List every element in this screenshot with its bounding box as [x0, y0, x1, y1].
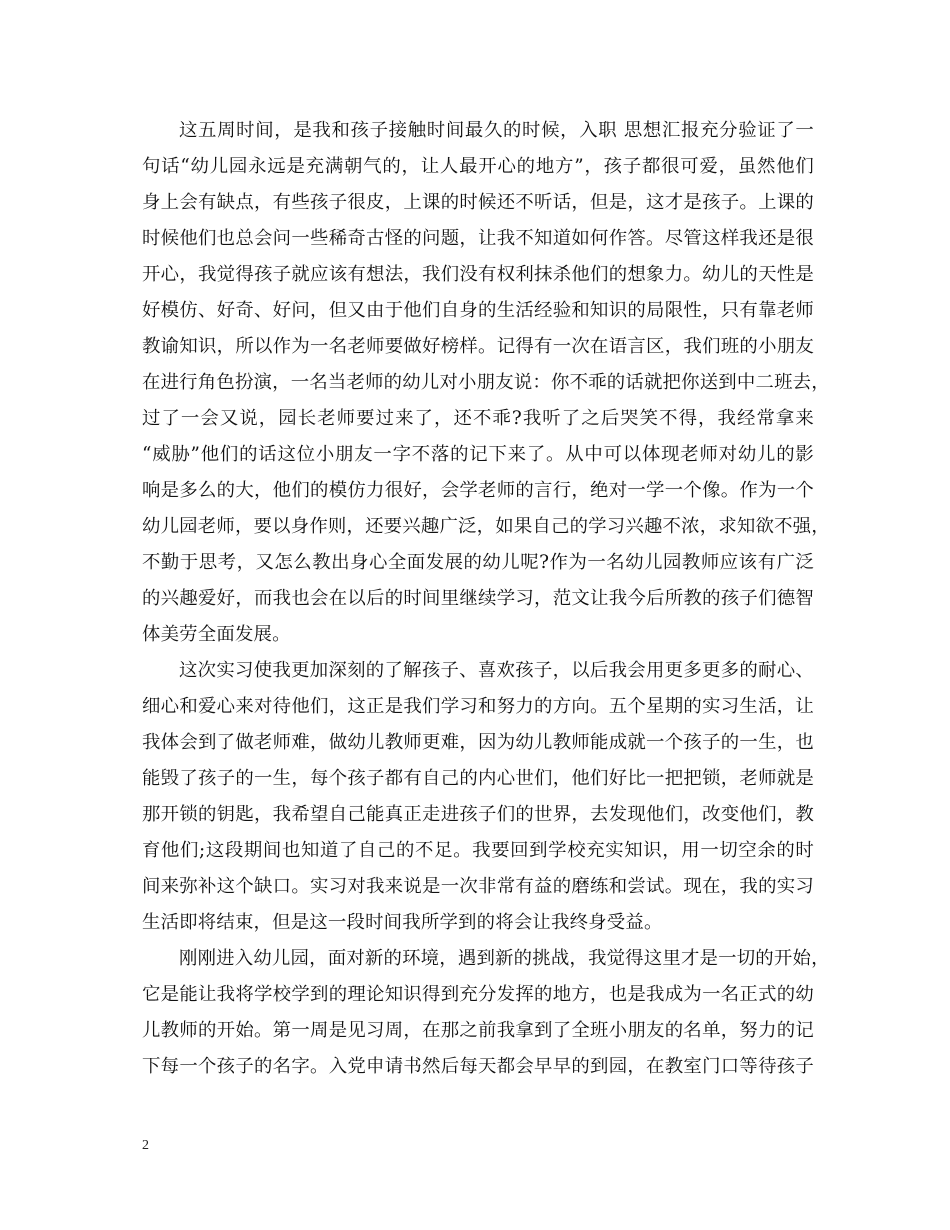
paragraph-2-line-3: 我体会到了做老师难，做幼儿教师更难，因为幼儿教师能成就一个孩子的一生，也	[142, 732, 814, 753]
paragraph-3-line-1: 刚刚进入幼儿园，面对新的环境，遇到新的挑战，我觉得这里才是一切的开始，	[179, 948, 830, 969]
paragraph-2-line-4: 能毁了孩子的一生，每个孩子都有自己的内心世们，他们好比一把把锁，老师就是	[142, 768, 814, 789]
paragraph-1-line-6: 好模仿、好奇、好问，但又由于他们自身的生活经验和知识的局限性，只有靠老师	[142, 300, 814, 321]
paragraph-2-line-1: 这次实习使我更加深刻的了解孩子、喜欢孩子，以后我会用更多更多的耐心、	[179, 660, 814, 681]
paragraph-1-line-7: 教谕知识，所以作为一名老师要做好榜样。记得有一次在语言区，我们班的小朋友	[142, 336, 814, 357]
paragraph-1-line-15: 体美劳全面发展。	[142, 624, 291, 645]
paragraph-1-line-8: 在进行角色扮演，一名当老师的幼儿对小朋友说：你不乖的话就把你送到中二班去，	[142, 372, 830, 393]
paragraph-1-line-9: 过了一会又说，园长老师要过来了，还不乖?我听了之后哭笑不得，我经常拿来	[142, 408, 814, 429]
paragraph-1-line-11: 响是多么的大，他们的模仿力很好，会学老师的言行，绝对一学一个像。作为一个	[142, 480, 814, 501]
paragraph-2-line-8: 生活即将结束，但是这一段时间我所学到的将会让我终身受益。	[142, 912, 663, 933]
paragraph-1-line-5: 开心，我觉得孩子就应该有想法，我们没有权利抹杀他们的想象力。幼儿的天性是	[142, 264, 814, 285]
paragraph-1-line-14: 的兴趣爱好，而我也会在以后的时间里继续学习，范文让我今后所教的孩子们德智	[142, 588, 814, 609]
paragraph-3-line-2: 它是能让我将学校学到的理论知识得到充分发挥的地方，也是我成为一名正式的幼	[142, 984, 814, 1005]
paragraph-2-line-2: 细心和爱心来对待他们，这正是我们学习和努力的方向。五个星期的实习生活，让	[142, 696, 814, 717]
paragraph-1-line-4: 时候他们也总会问一些稀奇古怪的问题，让我不知道如何作答。尽管这样我还是很	[142, 228, 814, 249]
paragraph-2-line-5: 那开锁的钥匙，我希望自己能真正走进孩子们的世界，去发现他们，改变他们，教	[142, 804, 814, 825]
page-number: 2	[142, 1138, 149, 1153]
paragraph-1-line-3: 身上会有缺点，有些孩子很皮，上课的时候还不听话，但是，这才是孩子。上课的	[142, 192, 814, 213]
paragraph-2-line-7: 间来弥补这个缺口。实习对我来说是一次非常有益的磨练和尝试。现在，我的实习	[142, 876, 814, 897]
paragraph-3-line-3: 儿教师的开始。第一周是见习周，在那之前我拿到了全班小朋友的名单，努力的记	[142, 1020, 814, 1041]
paragraph-1-line-2: 句话“幼儿园永远是充满朝气的，让人最开心的地方”，孩子都很可爱，虽然他们	[142, 156, 814, 177]
paragraph-1-line-10: “威胁”他们的话这位小朋友一字不落的记下来了。从中可以体现老师对幼儿的影	[142, 444, 814, 465]
paragraph-1-line-1: 这五周时间，是我和孩子接触时间最久的时候，入职 思想汇报充分验证了一	[179, 120, 814, 141]
paragraph-1-line-13: 不勤于思考，又怎么教出身心全面发展的幼儿呢?作为一名幼儿园教师应该有广泛	[142, 552, 814, 573]
paragraph-1-line-12: 幼儿园老师，要以身作则，还要兴趣广泛，如果自己的学习兴趣不浓，求知欲不强，	[142, 516, 830, 537]
paragraph-3-line-4: 下每一个孩子的名字。入党申请书然后每天都会早早的到园，在教室门口等待孩子	[142, 1056, 814, 1077]
paragraph-2-line-6: 育他们;这段期间也知道了自己的不足。我要回到学校充实知识，用一切空余的时	[142, 840, 814, 861]
